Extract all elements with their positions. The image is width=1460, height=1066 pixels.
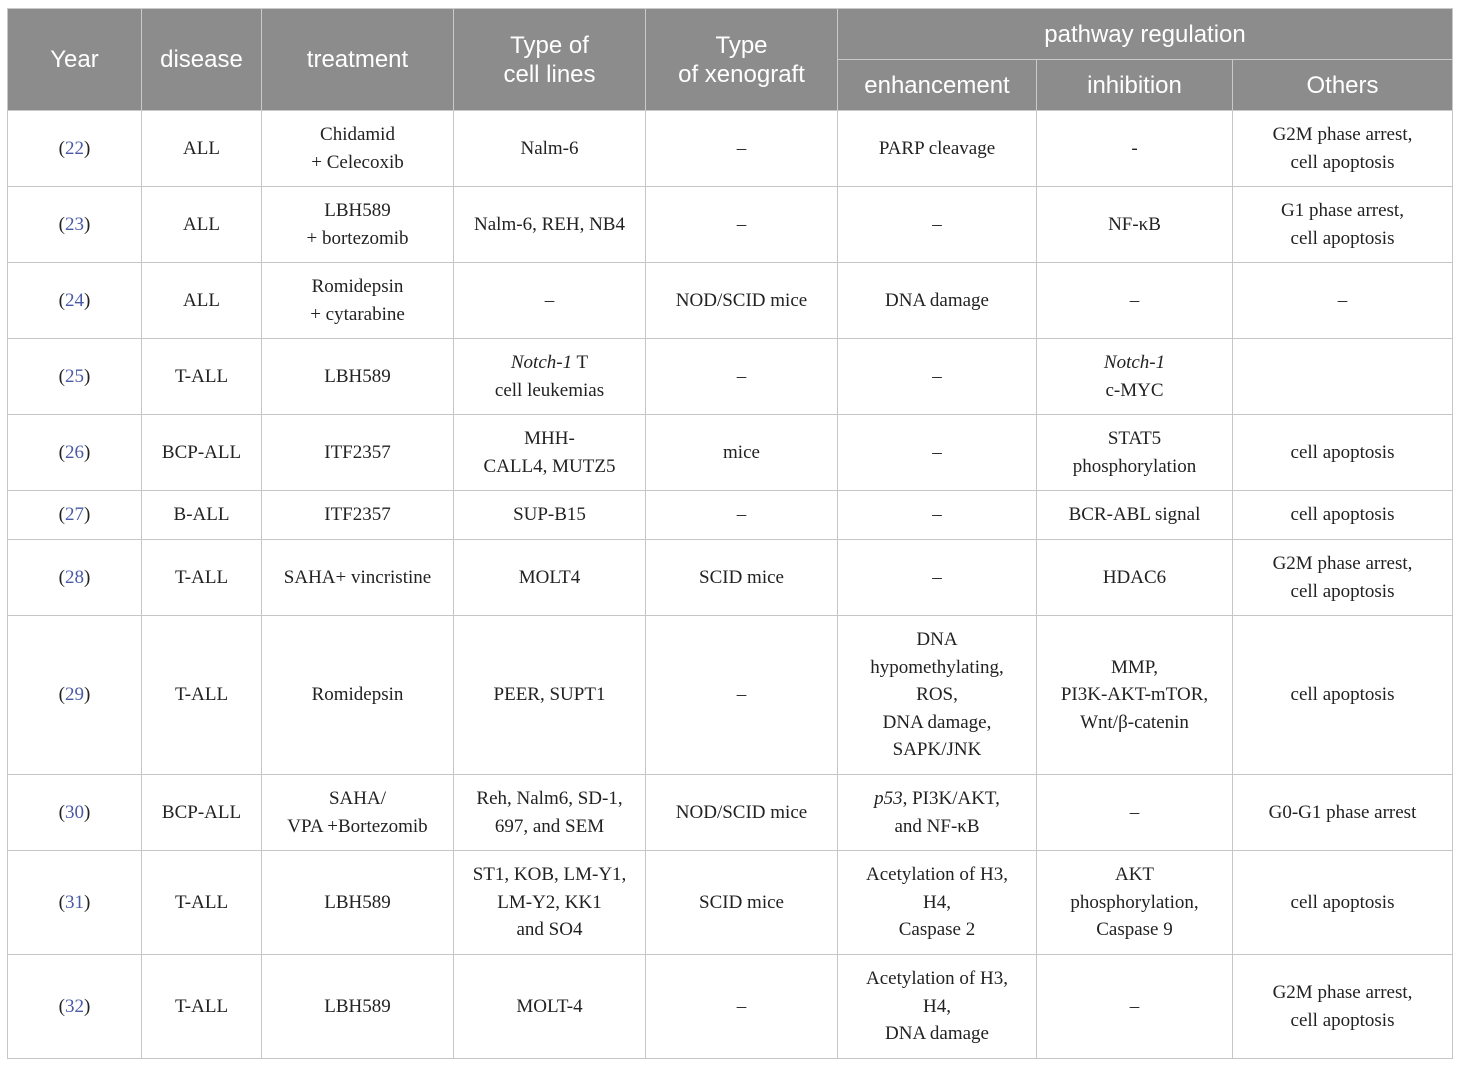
header-xenograft-line2: of xenograft <box>678 60 805 88</box>
table-row <box>8 775 1453 851</box>
cell-inhibition <box>1037 775 1233 851</box>
treatment-line: SAHA/ <box>328 788 386 809</box>
xenograft-line: – <box>736 995 747 1017</box>
cell-enhancement <box>838 415 1037 491</box>
cell-lines-line: ST1, KOB, LM-Y1, <box>472 864 627 886</box>
xenograft-line: – <box>736 365 747 387</box>
cell-enhancement <box>838 339 1037 415</box>
cell-enhancement <box>838 955 1037 1059</box>
cell-xenograft <box>646 187 838 263</box>
table-row <box>8 187 1453 263</box>
cell-xenograft <box>646 111 838 187</box>
cell-disease: T-ALL <box>142 540 262 616</box>
cell-year <box>8 187 142 263</box>
header-cell-lines-line2: cell lines <box>503 60 596 88</box>
cell-cell-lines <box>454 187 646 263</box>
cell-lines-line: and SO4 <box>516 919 583 941</box>
enhancement-line: PARP cleavage <box>878 137 996 159</box>
cell-lines-italic: Notch-1 <box>510 352 573 373</box>
inhibition-line: MMP, <box>1111 656 1158 678</box>
reference-citation: (31) <box>58 891 91 913</box>
reference-link[interactable]: 32 <box>65 995 84 1017</box>
cell-year <box>8 955 142 1059</box>
cell-enhancement <box>838 775 1037 851</box>
treatment-line: LBH589 <box>324 995 391 1017</box>
cell-disease: ALL <box>142 111 262 187</box>
reference-link[interactable]: 26 <box>65 441 84 463</box>
cell-lines-line: – <box>544 289 555 311</box>
others-line: cell apoptosis <box>1290 441 1395 463</box>
enhancement-line: – <box>932 504 942 526</box>
others-line: cell apoptosis <box>1290 684 1395 706</box>
cell-year <box>8 491 142 540</box>
xenograft-line: SCID mice <box>699 891 784 913</box>
cell-disease: B-ALL <box>142 491 262 540</box>
treatment-line: LBH589 <box>324 200 391 221</box>
cell-inhibition <box>1037 540 1233 616</box>
cell-lines-line: Reh, Nalm6, SD-1, <box>476 788 623 809</box>
inhibition-line: Wnt/β-catenin <box>1080 711 1189 733</box>
xenograft-line: NOD/SCID mice <box>675 801 808 823</box>
cell-enhancement <box>838 540 1037 616</box>
xenograft-line: NOD/SCID mice <box>675 289 808 311</box>
treatment-line: VPA +Bortezomib <box>287 815 428 837</box>
inhibition-line: PI3K-AKT-mTOR, <box>1060 684 1209 706</box>
reference-link[interactable]: 29 <box>65 684 84 706</box>
cell-others <box>1233 491 1453 540</box>
enhancement-line: DNA damage <box>885 1023 989 1045</box>
xenograft-line: mice <box>723 441 760 463</box>
treatment-line: ITF2357 <box>324 504 391 526</box>
cell-inhibition <box>1037 339 1233 415</box>
cell-others <box>1233 111 1453 187</box>
cell-others <box>1233 263 1453 339</box>
enhancement-line: DNA damage <box>885 289 989 311</box>
cell-xenograft <box>646 491 838 540</box>
cell-year <box>8 540 142 616</box>
cell-inhibition <box>1037 491 1233 540</box>
inhibition-line: STAT5 <box>1107 428 1162 449</box>
inhibition-line <box>1041 349 1228 377</box>
header-enhancement: enhancement <box>838 60 1037 111</box>
table-row <box>8 955 1453 1059</box>
treatment-line: + bortezomib <box>306 227 409 249</box>
treatment-line: + cytarabine <box>310 303 405 325</box>
inhibition-line: AKT <box>1114 864 1155 886</box>
others-line: G2M phase arrest, <box>1272 124 1413 145</box>
cell-cell-lines <box>454 263 646 339</box>
others-line: G0-G1 phase arrest <box>1268 801 1417 823</box>
cell-lines-line: MOLT-4 <box>516 995 583 1017</box>
cell-xenograft <box>646 851 838 955</box>
reference-link[interactable]: 22 <box>65 137 84 159</box>
inhibition-line: – <box>1129 995 1140 1017</box>
cell-year <box>8 775 142 851</box>
cell-disease: T-ALL <box>142 851 262 955</box>
cell-year <box>8 339 142 415</box>
treatment-line: LBH589 <box>324 365 391 387</box>
cell-xenograft <box>646 540 838 616</box>
inhibition-line: phosphorylation <box>1072 455 1197 477</box>
table-body <box>8 111 1453 1059</box>
cell-cell-lines <box>454 955 646 1059</box>
cell-lines-line: CALL4, MUTZ5 <box>483 455 616 477</box>
header-row-1 <box>8 9 1453 60</box>
header-xenograft <box>646 9 838 111</box>
cell-lines-line: Notch-1 T <box>510 352 589 373</box>
enhancement-line: Acetylation of H3, <box>866 864 1008 886</box>
reference-citation: (30) <box>58 801 91 823</box>
cell-others <box>1233 775 1453 851</box>
others-line: cell apoptosis <box>1290 151 1395 173</box>
enhancement-line: DNA damage, <box>882 711 992 733</box>
reference-citation: (29) <box>58 684 91 706</box>
cell-cell-lines <box>454 775 646 851</box>
reference-link[interactable]: 27 <box>65 504 84 526</box>
cell-enhancement <box>838 851 1037 955</box>
xenograft-line: – <box>736 684 747 706</box>
cell-lines-line: SUP-B15 <box>513 504 586 526</box>
cell-treatment <box>262 775 454 851</box>
enhancement-line: Caspase 2 <box>898 919 976 941</box>
reference-citation: (27) <box>58 504 91 526</box>
cell-treatment <box>262 339 454 415</box>
inhibition-line: BCR-ABL signal <box>1068 504 1201 526</box>
table-row <box>8 111 1453 187</box>
cell-others <box>1233 415 1453 491</box>
xenograft-line: – <box>736 137 747 159</box>
cell-inhibition <box>1037 263 1233 339</box>
inhibition-line: HDAC6 <box>1102 566 1167 588</box>
data-table <box>7 8 1453 1059</box>
enhancement-line: – <box>932 365 942 387</box>
cell-disease: T-ALL <box>142 339 262 415</box>
enhancement-line: DNA <box>916 629 958 651</box>
cell-inhibition <box>1037 616 1233 775</box>
others-line: G2M phase arrest, <box>1272 982 1413 1003</box>
table-row <box>8 491 1453 540</box>
inhibition-line: c-MYC <box>1105 379 1164 401</box>
treatment-line: + Celecoxib <box>311 151 404 173</box>
cell-enhancement <box>838 187 1037 263</box>
table-row <box>8 851 1453 955</box>
enhancement-line: H4, <box>923 891 951 913</box>
xenograft-line: – <box>736 213 747 235</box>
cell-others <box>1233 955 1453 1059</box>
cell-treatment <box>262 851 454 955</box>
table-row <box>8 616 1453 775</box>
reference-link[interactable]: 30 <box>65 801 84 823</box>
cell-xenograft <box>646 616 838 775</box>
cell-others <box>1233 339 1453 415</box>
cell-cell-lines <box>454 540 646 616</box>
reference-link[interactable]: 23 <box>65 213 84 235</box>
cell-xenograft <box>646 415 838 491</box>
cell-xenograft <box>646 263 838 339</box>
others-line: cell apoptosis <box>1290 891 1395 913</box>
table-row <box>8 415 1453 491</box>
cell-disease: ALL <box>142 187 262 263</box>
cell-inhibition <box>1037 851 1233 955</box>
cell-treatment <box>262 955 454 1059</box>
inhibition-line: phosphorylation, <box>1070 891 1199 913</box>
cell-xenograft <box>646 339 838 415</box>
header-disease: disease <box>142 9 262 111</box>
cell-enhancement <box>838 616 1037 775</box>
header-year: Year <box>8 9 142 111</box>
cell-xenograft <box>646 955 838 1059</box>
inhibition-italic: Notch-1 <box>1103 352 1166 373</box>
cell-lines-line: Nalm-6 <box>520 137 579 159</box>
cell-treatment <box>262 111 454 187</box>
cell-inhibition <box>1037 955 1233 1059</box>
cell-lines-line: Nalm-6, REH, NB4 <box>474 213 625 235</box>
cell-others <box>1233 851 1453 955</box>
cell-others <box>1233 540 1453 616</box>
table-row <box>8 263 1453 339</box>
cell-others <box>1233 187 1453 263</box>
cell-disease: T-ALL <box>142 616 262 775</box>
header-others: Others <box>1233 60 1453 111</box>
inhibition-line: Caspase 9 <box>1096 919 1173 941</box>
header-cell-lines <box>454 9 646 111</box>
header-cell-lines-line1: Type of <box>510 31 589 59</box>
cell-lines-line: 697, and SEM <box>494 815 605 837</box>
table-row <box>8 339 1453 415</box>
header-treatment: treatment <box>262 9 454 111</box>
enhancement-line: SAPK/JNK <box>892 739 982 761</box>
cell-disease: T-ALL <box>142 955 262 1059</box>
reference-link[interactable]: 31 <box>65 891 84 913</box>
reference-citation: (28) <box>58 566 91 588</box>
enhancement-line: and NF-κB <box>894 815 980 837</box>
inhibition-line: – <box>1129 801 1140 823</box>
enhancement-italic: p53 <box>874 788 903 809</box>
treatment-line: Romidepsin <box>311 684 404 706</box>
xenograft-line: – <box>736 504 747 526</box>
reference-citation: (24) <box>58 289 91 311</box>
cell-cell-lines <box>454 491 646 540</box>
cell-cell-lines <box>454 851 646 955</box>
cell-year <box>8 111 142 187</box>
cell-enhancement <box>838 491 1037 540</box>
others-line: cell apoptosis <box>1290 504 1395 526</box>
others-line: cell apoptosis <box>1290 1009 1395 1031</box>
cell-lines-line: PEER, SUPT1 <box>493 684 606 706</box>
cell-enhancement <box>838 111 1037 187</box>
cell-xenograft <box>646 775 838 851</box>
cell-lines-line: LM-Y2, KK1 <box>497 891 602 913</box>
reference-link[interactable]: 24 <box>65 289 84 311</box>
cell-lines-line: MHH- <box>524 428 575 449</box>
treatment-line: LBH589 <box>324 891 391 913</box>
cell-treatment <box>262 616 454 775</box>
reference-citation: (26) <box>58 441 91 463</box>
cell-year <box>8 851 142 955</box>
enhancement-line: hypomethylating, <box>870 656 1004 678</box>
inhibition-line: - <box>1131 137 1138 159</box>
others-line: – <box>1337 289 1348 311</box>
cell-lines-line: cell leukemias <box>494 379 605 401</box>
xenograft-line: SCID mice <box>699 566 784 588</box>
enhancement-line: – <box>932 566 942 588</box>
enhancement-line: – <box>932 441 942 463</box>
cell-treatment <box>262 491 454 540</box>
inhibition-line: NF-κB <box>1108 213 1161 235</box>
others-line: G2M phase arrest, <box>1272 553 1413 574</box>
cell-treatment <box>262 263 454 339</box>
cell-disease: ALL <box>142 263 262 339</box>
others-line: G1 phase arrest, <box>1281 200 1404 221</box>
cell-treatment <box>262 415 454 491</box>
reference-link[interactable]: 28 <box>65 566 84 588</box>
table-row <box>8 540 1453 616</box>
others-line: cell apoptosis <box>1290 580 1395 602</box>
treatment-line: SAHA+ vincristine <box>283 566 432 588</box>
others-line: cell apoptosis <box>1290 227 1395 249</box>
cell-disease: BCP-ALL <box>142 415 262 491</box>
cell-treatment <box>262 540 454 616</box>
enhancement-line: – <box>932 213 942 235</box>
cell-inhibition <box>1037 187 1233 263</box>
cell-lines-line: MOLT4 <box>518 566 581 588</box>
cell-inhibition <box>1037 111 1233 187</box>
cell-year <box>8 263 142 339</box>
cell-cell-lines <box>454 616 646 775</box>
reference-citation: (22) <box>58 137 91 159</box>
cell-disease: BCP-ALL <box>142 775 262 851</box>
reference-link[interactable]: 25 <box>65 365 84 387</box>
header-inhibition: inhibition <box>1037 60 1233 111</box>
enhancement-line: ROS, <box>916 684 958 706</box>
cell-cell-lines <box>454 339 646 415</box>
cell-cell-lines <box>454 111 646 187</box>
treatment-line: Chidamid <box>320 124 395 145</box>
reference-citation: (25) <box>58 365 91 387</box>
reference-citation: (23) <box>58 213 91 235</box>
header-pathway-regulation: pathway regulation <box>838 9 1453 60</box>
treatment-line: Romidepsin <box>311 276 404 297</box>
cell-inhibition <box>1037 415 1233 491</box>
cell-treatment <box>262 187 454 263</box>
cell-year <box>8 616 142 775</box>
cell-enhancement <box>838 263 1037 339</box>
inhibition-line: – <box>1129 289 1140 311</box>
header-xenograft-line1: Type <box>715 31 768 59</box>
reference-citation: (32) <box>58 995 91 1017</box>
cell-cell-lines <box>454 415 646 491</box>
enhancement-line: p53, PI3K/AKT, <box>874 788 1000 809</box>
cell-others <box>1233 616 1453 775</box>
enhancement-line: H4, <box>923 995 951 1017</box>
enhancement-line: Acetylation of H3, <box>866 968 1008 990</box>
treatment-line: ITF2357 <box>324 441 391 463</box>
cell-year <box>8 415 142 491</box>
